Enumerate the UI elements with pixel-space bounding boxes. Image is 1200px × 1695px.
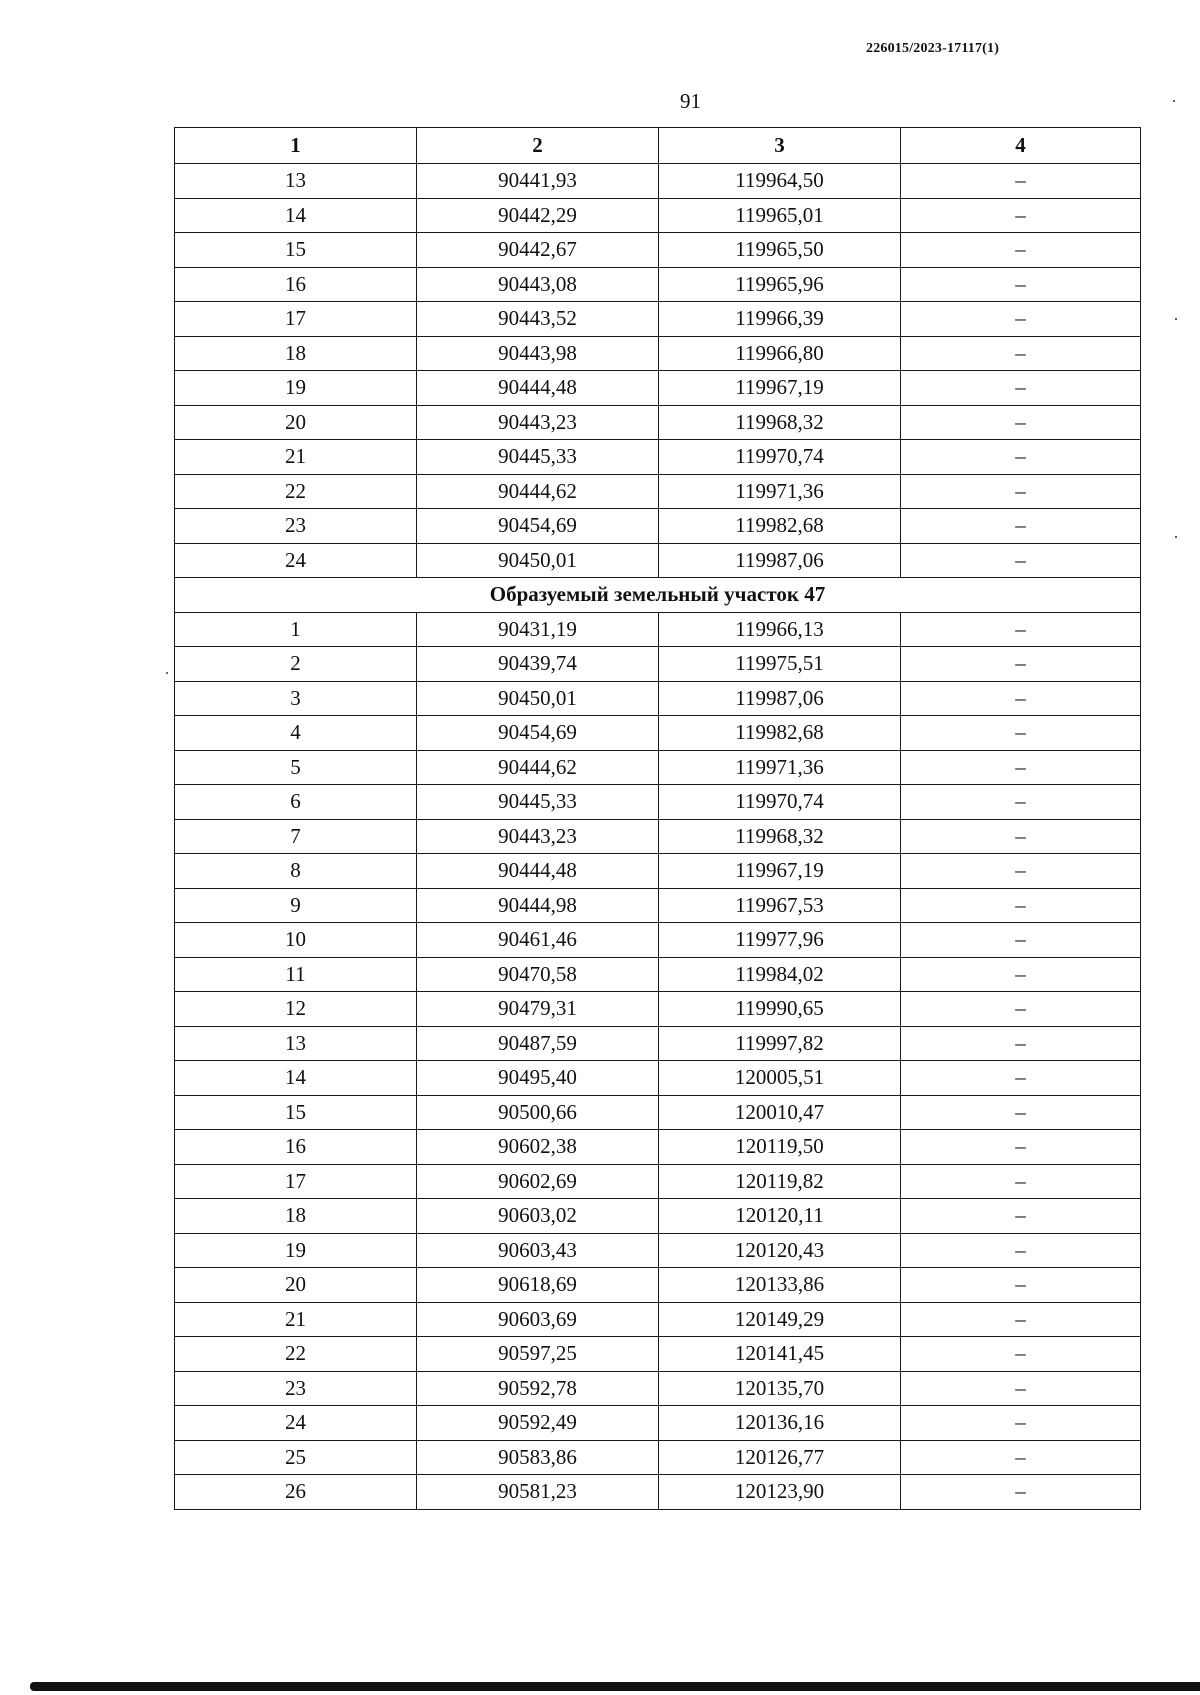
table-row xyxy=(175,612,1141,647)
y-coordinate-cell: 120149,29 xyxy=(659,1302,901,1337)
table-row xyxy=(175,371,1141,406)
y-coordinate-cell: 120005,51 xyxy=(659,1061,901,1096)
table-row xyxy=(175,785,1141,820)
scan-speck xyxy=(1175,318,1177,320)
x-coordinate-cell: 90445,33 xyxy=(417,785,659,820)
x-coordinate-cell: 90454,69 xyxy=(417,509,659,544)
note-cell: – xyxy=(901,647,1141,682)
note-cell: – xyxy=(901,1302,1141,1337)
page-number: 91 xyxy=(680,89,701,113)
table-row xyxy=(175,474,1141,509)
x-coordinate-cell: 90450,01 xyxy=(417,681,659,716)
x-coordinate-cell: 90445,33 xyxy=(417,440,659,475)
y-coordinate-cell: 119965,50 xyxy=(659,233,901,268)
point-number-cell: 20 xyxy=(175,1268,417,1303)
note-cell: – xyxy=(901,164,1141,199)
x-coordinate-cell: 90603,69 xyxy=(417,1302,659,1337)
x-coordinate-cell: 90444,62 xyxy=(417,474,659,509)
y-coordinate-cell: 119967,53 xyxy=(659,888,901,923)
y-coordinate-cell: 119982,68 xyxy=(659,509,901,544)
y-coordinate-cell: 120010,47 xyxy=(659,1095,901,1130)
column-header: 1 xyxy=(175,128,417,164)
x-coordinate-cell: 90444,62 xyxy=(417,750,659,785)
y-coordinate-cell: 119990,65 xyxy=(659,992,901,1027)
table-row xyxy=(175,1130,1141,1165)
y-coordinate-cell: 119967,19 xyxy=(659,854,901,889)
y-coordinate-cell: 119967,19 xyxy=(659,371,901,406)
y-coordinate-cell: 119970,74 xyxy=(659,785,901,820)
point-number-cell: 18 xyxy=(175,1199,417,1234)
point-number-cell: 24 xyxy=(175,1406,417,1441)
table-row xyxy=(175,233,1141,268)
y-coordinate-cell: 119977,96 xyxy=(659,923,901,958)
note-cell: – xyxy=(901,336,1141,371)
note-cell: – xyxy=(901,405,1141,440)
x-coordinate-cell: 90495,40 xyxy=(417,1061,659,1096)
point-number-cell: 4 xyxy=(175,716,417,751)
point-number-cell: 9 xyxy=(175,888,417,923)
note-cell: – xyxy=(901,819,1141,854)
point-number-cell: 8 xyxy=(175,854,417,889)
note-cell: – xyxy=(901,198,1141,233)
section-title: Образуемый земельный участок 47 xyxy=(175,578,1141,613)
y-coordinate-cell: 119984,02 xyxy=(659,957,901,992)
note-cell: – xyxy=(901,543,1141,578)
note-cell: – xyxy=(901,957,1141,992)
table-row xyxy=(175,957,1141,992)
x-coordinate-cell: 90581,23 xyxy=(417,1475,659,1510)
scan-speck xyxy=(1175,536,1177,538)
table-row xyxy=(175,1337,1141,1372)
point-number-cell: 1 xyxy=(175,612,417,647)
point-number-cell: 5 xyxy=(175,750,417,785)
point-number-cell: 13 xyxy=(175,1026,417,1061)
x-coordinate-cell: 90443,98 xyxy=(417,336,659,371)
table-row xyxy=(175,509,1141,544)
note-cell: – xyxy=(901,509,1141,544)
note-cell: – xyxy=(901,474,1141,509)
point-number-cell: 25 xyxy=(175,1440,417,1475)
y-coordinate-cell: 120123,90 xyxy=(659,1475,901,1510)
point-number-cell: 6 xyxy=(175,785,417,820)
x-coordinate-cell: 90439,74 xyxy=(417,647,659,682)
y-coordinate-cell: 119965,01 xyxy=(659,198,901,233)
x-coordinate-cell: 90602,69 xyxy=(417,1164,659,1199)
note-cell: – xyxy=(901,1406,1141,1441)
y-coordinate-cell: 120136,16 xyxy=(659,1406,901,1441)
table-row xyxy=(175,1371,1141,1406)
table-row xyxy=(175,819,1141,854)
section-header-row xyxy=(175,578,1141,613)
point-number-cell: 17 xyxy=(175,1164,417,1199)
table-row xyxy=(175,992,1141,1027)
scan-speck xyxy=(166,672,168,674)
note-cell: – xyxy=(901,1440,1141,1475)
x-coordinate-cell: 90442,29 xyxy=(417,198,659,233)
y-coordinate-cell: 119965,96 xyxy=(659,267,901,302)
note-cell: – xyxy=(901,992,1141,1027)
point-number-cell: 20 xyxy=(175,405,417,440)
y-coordinate-cell: 120141,45 xyxy=(659,1337,901,1372)
table-row xyxy=(175,923,1141,958)
point-number-cell: 2 xyxy=(175,647,417,682)
x-coordinate-cell: 90603,43 xyxy=(417,1233,659,1268)
table-row xyxy=(175,1061,1141,1096)
y-coordinate-cell: 119970,74 xyxy=(659,440,901,475)
y-coordinate-cell: 119997,82 xyxy=(659,1026,901,1061)
point-number-cell: 12 xyxy=(175,992,417,1027)
note-cell: – xyxy=(901,888,1141,923)
x-coordinate-cell: 90583,86 xyxy=(417,1440,659,1475)
x-coordinate-cell: 90444,48 xyxy=(417,854,659,889)
x-coordinate-cell: 90443,23 xyxy=(417,405,659,440)
x-coordinate-cell: 90443,08 xyxy=(417,267,659,302)
y-coordinate-cell: 120126,77 xyxy=(659,1440,901,1475)
table-row xyxy=(175,405,1141,440)
note-cell: – xyxy=(901,785,1141,820)
note-cell: – xyxy=(901,854,1141,889)
table-row xyxy=(175,1302,1141,1337)
point-number-cell: 22 xyxy=(175,474,417,509)
y-coordinate-cell: 120135,70 xyxy=(659,1371,901,1406)
point-number-cell: 19 xyxy=(175,1233,417,1268)
x-coordinate-cell: 90479,31 xyxy=(417,992,659,1027)
point-number-cell: 26 xyxy=(175,1475,417,1510)
y-coordinate-cell: 120120,43 xyxy=(659,1233,901,1268)
point-number-cell: 13 xyxy=(175,164,417,199)
note-cell: – xyxy=(901,1371,1141,1406)
x-coordinate-cell: 90461,46 xyxy=(417,923,659,958)
note-cell: – xyxy=(901,1130,1141,1165)
table-row xyxy=(175,198,1141,233)
x-coordinate-cell: 90592,78 xyxy=(417,1371,659,1406)
point-number-cell: 15 xyxy=(175,1095,417,1130)
table-row xyxy=(175,888,1141,923)
x-coordinate-cell: 90603,02 xyxy=(417,1199,659,1234)
note-cell: – xyxy=(901,440,1141,475)
note-cell: – xyxy=(901,302,1141,337)
point-number-cell: 21 xyxy=(175,440,417,475)
x-coordinate-cell: 90443,52 xyxy=(417,302,659,337)
x-coordinate-cell: 90450,01 xyxy=(417,543,659,578)
document-id: 226015/2023-17117(1) xyxy=(866,41,1000,56)
x-coordinate-cell: 90618,69 xyxy=(417,1268,659,1303)
table-row xyxy=(175,1475,1141,1510)
y-coordinate-cell: 119971,36 xyxy=(659,750,901,785)
point-number-cell: 21 xyxy=(175,1302,417,1337)
note-cell: – xyxy=(901,371,1141,406)
table-row xyxy=(175,1406,1141,1441)
y-coordinate-cell: 120133,86 xyxy=(659,1268,901,1303)
point-number-cell: 14 xyxy=(175,1061,417,1096)
point-number-cell: 19 xyxy=(175,371,417,406)
y-coordinate-cell: 119966,13 xyxy=(659,612,901,647)
y-coordinate-cell: 120120,11 xyxy=(659,1199,901,1234)
table-row xyxy=(175,1199,1141,1234)
scan-edge-bar xyxy=(30,1682,1200,1691)
point-number-cell: 23 xyxy=(175,509,417,544)
note-cell: – xyxy=(901,1268,1141,1303)
y-coordinate-cell: 119987,06 xyxy=(659,681,901,716)
point-number-cell: 10 xyxy=(175,923,417,958)
table-row xyxy=(175,1164,1141,1199)
table-row xyxy=(175,543,1141,578)
note-cell: – xyxy=(901,923,1141,958)
table-row xyxy=(175,440,1141,475)
table-row xyxy=(175,267,1141,302)
table-row xyxy=(175,1026,1141,1061)
y-coordinate-cell: 119987,06 xyxy=(659,543,901,578)
point-number-cell: 16 xyxy=(175,267,417,302)
point-number-cell: 16 xyxy=(175,1130,417,1165)
note-cell: – xyxy=(901,612,1141,647)
x-coordinate-cell: 90602,38 xyxy=(417,1130,659,1165)
note-cell: – xyxy=(901,267,1141,302)
note-cell: – xyxy=(901,1061,1141,1096)
x-coordinate-cell: 90444,98 xyxy=(417,888,659,923)
coordinates-table xyxy=(174,127,1141,1510)
table-row xyxy=(175,164,1141,199)
x-coordinate-cell: 90597,25 xyxy=(417,1337,659,1372)
y-coordinate-cell: 119966,80 xyxy=(659,336,901,371)
table-row xyxy=(175,854,1141,889)
column-header: 2 xyxy=(417,128,659,164)
note-cell: – xyxy=(901,233,1141,268)
y-coordinate-cell: 119968,32 xyxy=(659,819,901,854)
x-coordinate-cell: 90441,93 xyxy=(417,164,659,199)
point-number-cell: 3 xyxy=(175,681,417,716)
x-coordinate-cell: 90454,69 xyxy=(417,716,659,751)
point-number-cell: 14 xyxy=(175,198,417,233)
table-header-row xyxy=(175,128,1141,164)
point-number-cell: 24 xyxy=(175,543,417,578)
y-coordinate-cell: 119966,39 xyxy=(659,302,901,337)
note-cell: – xyxy=(901,1199,1141,1234)
table-row xyxy=(175,1095,1141,1130)
note-cell: – xyxy=(901,681,1141,716)
table-row xyxy=(175,681,1141,716)
x-coordinate-cell: 90487,59 xyxy=(417,1026,659,1061)
note-cell: – xyxy=(901,1475,1141,1510)
note-cell: – xyxy=(901,1337,1141,1372)
y-coordinate-cell: 119982,68 xyxy=(659,716,901,751)
y-coordinate-cell: 120119,50 xyxy=(659,1130,901,1165)
y-coordinate-cell: 119975,51 xyxy=(659,647,901,682)
table-row xyxy=(175,1440,1141,1475)
point-number-cell: 15 xyxy=(175,233,417,268)
note-cell: – xyxy=(901,750,1141,785)
column-header: 3 xyxy=(659,128,901,164)
x-coordinate-cell: 90592,49 xyxy=(417,1406,659,1441)
table-body xyxy=(175,164,1141,1510)
table-row xyxy=(175,1233,1141,1268)
y-coordinate-cell: 119964,50 xyxy=(659,164,901,199)
x-coordinate-cell: 90470,58 xyxy=(417,957,659,992)
x-coordinate-cell: 90431,19 xyxy=(417,612,659,647)
note-cell: – xyxy=(901,1233,1141,1268)
table-row xyxy=(175,302,1141,337)
note-cell: – xyxy=(901,1095,1141,1130)
point-number-cell: 22 xyxy=(175,1337,417,1372)
scan-speck xyxy=(1173,100,1175,102)
y-coordinate-cell: 120119,82 xyxy=(659,1164,901,1199)
x-coordinate-cell: 90500,66 xyxy=(417,1095,659,1130)
y-coordinate-cell: 119968,32 xyxy=(659,405,901,440)
point-number-cell: 23 xyxy=(175,1371,417,1406)
point-number-cell: 7 xyxy=(175,819,417,854)
x-coordinate-cell: 90444,48 xyxy=(417,371,659,406)
table-row xyxy=(175,716,1141,751)
point-number-cell: 18 xyxy=(175,336,417,371)
column-header: 4 xyxy=(901,128,1141,164)
x-coordinate-cell: 90443,23 xyxy=(417,819,659,854)
note-cell: – xyxy=(901,716,1141,751)
table-row xyxy=(175,647,1141,682)
note-cell: – xyxy=(901,1026,1141,1061)
x-coordinate-cell: 90442,67 xyxy=(417,233,659,268)
table-row xyxy=(175,750,1141,785)
y-coordinate-cell: 119971,36 xyxy=(659,474,901,509)
point-number-cell: 17 xyxy=(175,302,417,337)
table-row xyxy=(175,1268,1141,1303)
table-row xyxy=(175,336,1141,371)
point-number-cell: 11 xyxy=(175,957,417,992)
note-cell: – xyxy=(901,1164,1141,1199)
